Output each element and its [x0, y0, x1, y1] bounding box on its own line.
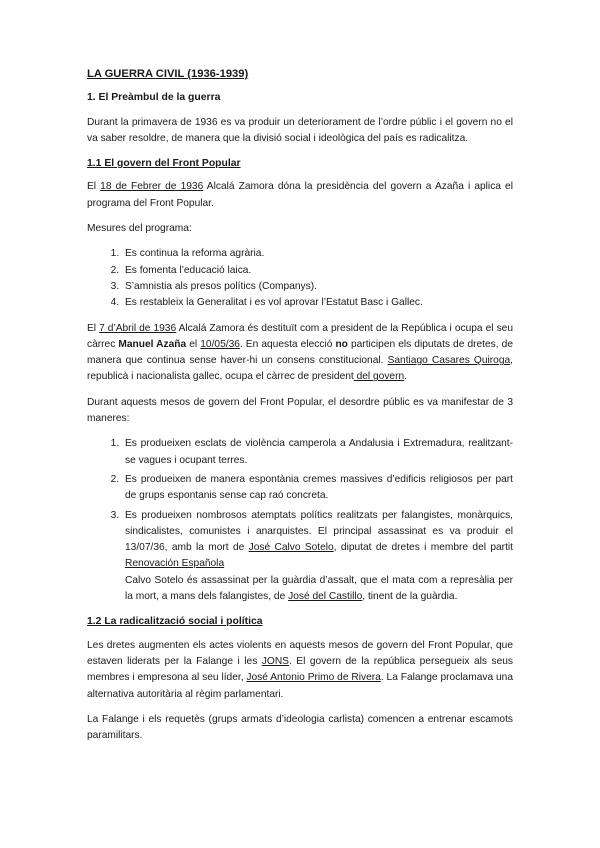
- santiago-casares-quiroga: Santiago Casares Quiroga: [387, 355, 511, 367]
- date-10-05-36: 10/05/36: [200, 338, 240, 350]
- measures-list: [87, 246, 513, 311]
- jose-antonio-primo-de-rivera: José Antonio Primo de Rivera: [246, 672, 381, 684]
- jons: JONS: [261, 655, 289, 667]
- jose-del-castillo: José del Castillo: [288, 591, 363, 603]
- list-item: 3. Es produeixen nombrosos atemptats polítics realitzats per falangistes, monàrquics, sindicalistes, comunistes i anarquistes. El principal assassinat es va produir el 13/07/36, amb la mort de José Calvo Sotelo, diputat de dretes i membre del partit Renovación Española Calvo Sotelo és assassinat per la guàrdia d’assalt, que el mata com a represàlia per la mort, a mans dels falangistes, de José del Castillo, tinent de la guàrdia.: [122, 508, 513, 606]
- date-18-febrer: 18 de Febrer de 1936: [100, 181, 204, 193]
- front-popular-paragraph: El 18 de Febrer de 1936 Alcalá Zamora dóna la presidència del govern a Azaña i aplica el programa del Front Popular.: [87, 181, 513, 209]
- list-item: 1. Es continua la reforma agrària.: [122, 246, 513, 262]
- list-item: 4. Es restableix la Generalitat i es vol aprovar l’Estatut Basc i Gallec.: [122, 295, 513, 311]
- radicalization-paragraph: Les dretes augmenten els actes violents en aquests mesos de govern del Front Popular, que estaven liderats per la Falange i les JONS. El govern de la república persegueix als seus membres i empresona al seu líder, José Antonio Primo de Rivera. La Falange proclamava una alternativa autoritària al règim parlamentari.: [87, 639, 514, 700]
- renovacion-espanola: Renovación Española: [125, 558, 225, 570]
- list-item: 3. S’amnistia als presos polítics (Companys).: [122, 279, 513, 295]
- section-1-2-heading: 1.2 La radicalització social i política: [87, 616, 263, 628]
- date-7-abril: 7 d’Abril de 1936: [99, 322, 177, 334]
- jose-calvo-sotelo: José Calvo Sotelo: [248, 542, 334, 554]
- section-1-heading: 1. El Preàmbul de la guerra: [87, 92, 221, 104]
- manuel-azana: Manuel Azaña: [118, 338, 187, 350]
- azana-paragraph: El 7 d’Abril de 1936 Alcalá Zamora és destituït com a president de la República i ocupa el seu càrrec Manuel Azaña el 10/05/36. En aquesta elecció no participen els diputats de dretes, de manera que continua sense haver-hi un consens constitucional. Santiago Casares Quiroga, republicà i nacionalista gallec, ocupa el càrrec de president del govern.: [87, 322, 514, 383]
- document-body: [87, 66, 513, 753]
- section-1-1-heading: 1.1 El govern del Front Popular: [87, 158, 241, 170]
- disorder-intro: Durant aquests mesos de govern del Front Popular, el desordre públic es va manifestar de 3 maneres:: [87, 396, 513, 425]
- list-item: 1. Es produeixen esclats de violència camperola a Andalusia i Extremadura, realitzant-se vagues i ocupant terres.: [122, 436, 513, 469]
- list-item: 2. Es fomenta l’educació laica.: [122, 263, 513, 279]
- document-title: LA GUERRA CIVIL (1936-1939): [87, 68, 249, 80]
- requetes-paragraph: La Falange i els requetès (grups armats d’ideologia carlista) comencen a entrenar escamots paramilitars.: [87, 713, 513, 742]
- list-item: 2. Es produeixen de manera espontània cremes massives d’edificis religiosos per part de grups espontanis sense cap raó concreta.: [122, 472, 513, 505]
- section-1-intro: Durant la primavera de 1936 es va produir un deteriorament de l’ordre públic i el govern no el va saber resoldre, de manera que la divisió social i ideològica del país es radicalitza.: [87, 116, 513, 144]
- measures-label: Mesures del programa:: [87, 223, 192, 235]
- disorders-list: [87, 436, 513, 605]
